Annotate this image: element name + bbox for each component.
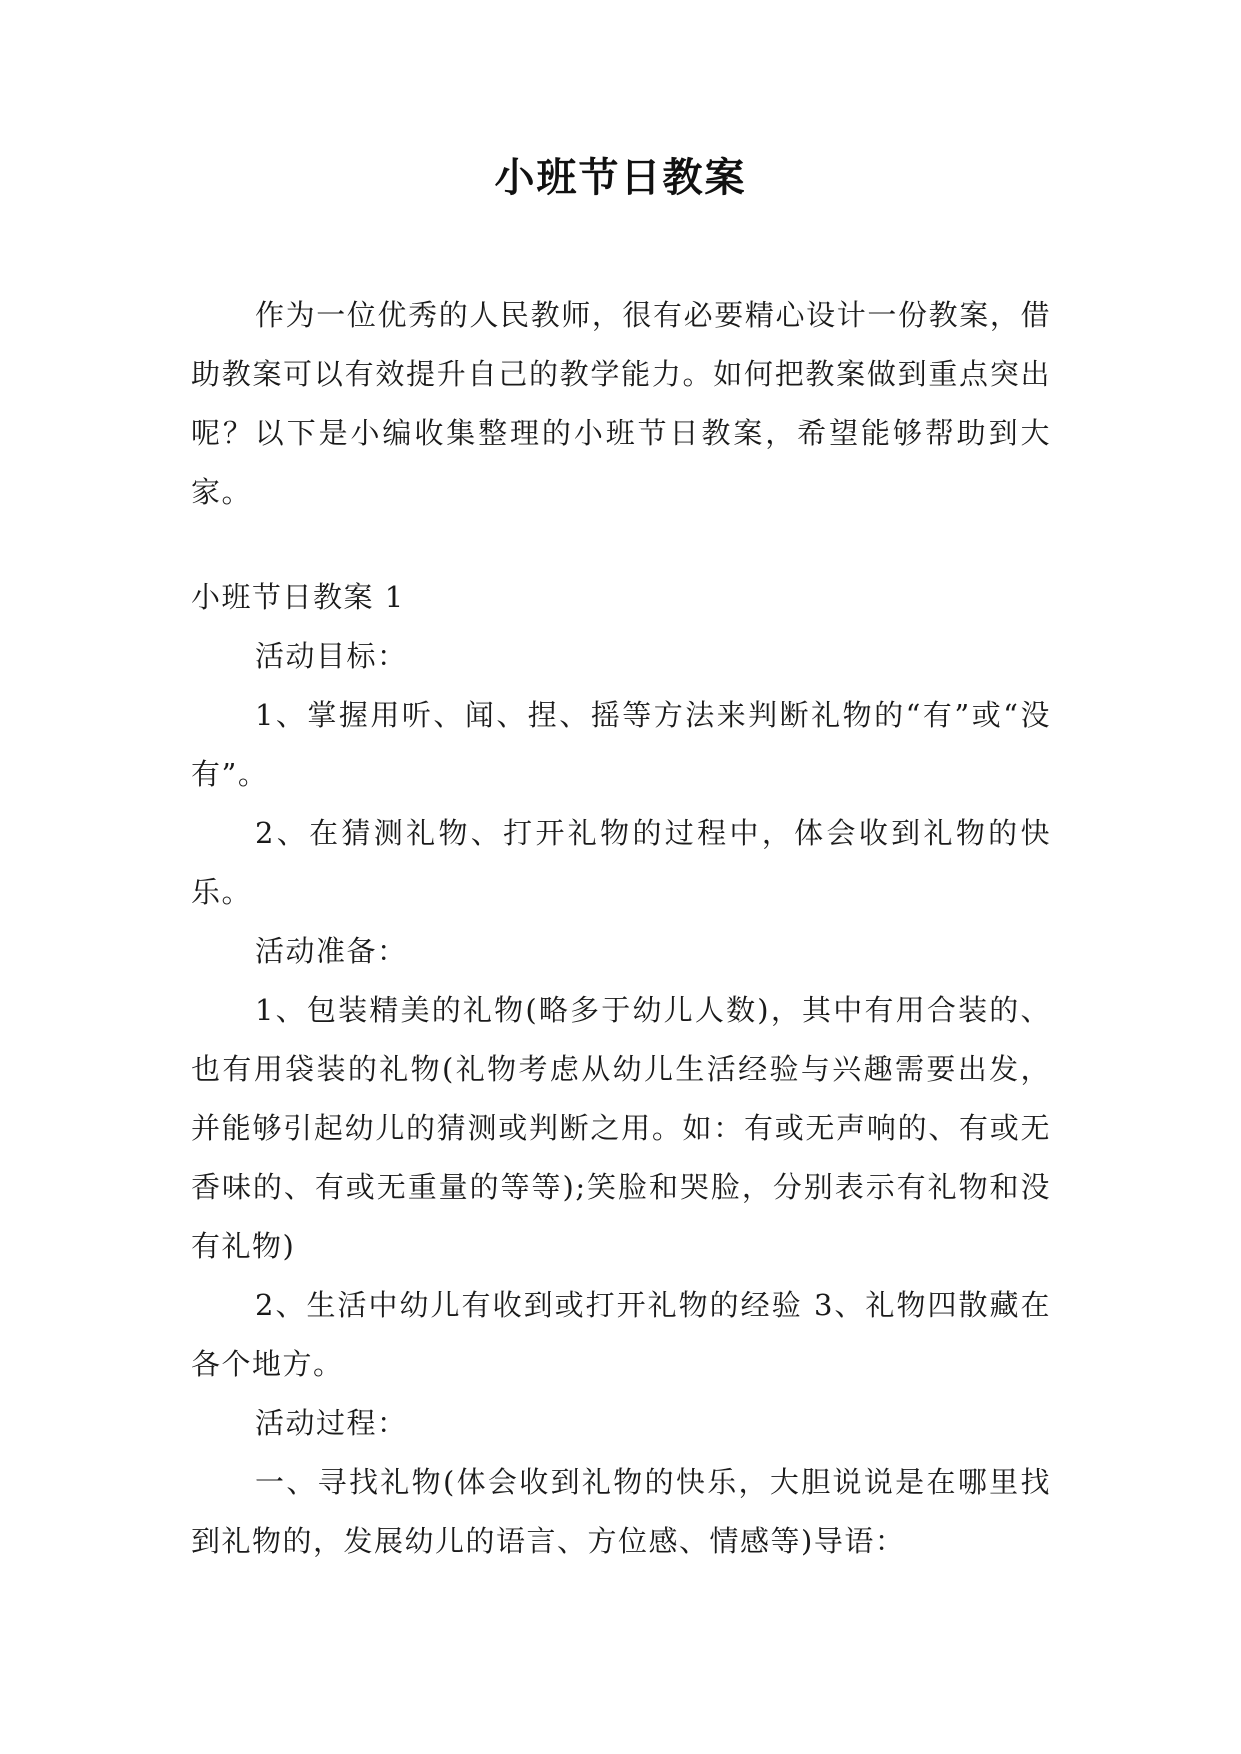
goal-item-1: 1、掌握用听、闻、捏、摇等方法来判断礼物的“有”或“没有”。 (191, 698, 1051, 791)
page-title: 小班节日教案 (494, 154, 747, 201)
goal-item-2: 2、在猜测礼物、打开礼物的过程中，体会收到礼物的快乐。 (191, 816, 1051, 909)
intro-paragraph: 作为一位优秀的人民教师，很有必要精心设计一份教案，借助教案可以有效提升自己的教学能力。如何把教案做到重点突出呢？以下是小编收集整理的小班节日教案，希望能够帮助到大家。 (191, 298, 1051, 509)
preparation-item-1: 1、包装精美的礼物(略多于幼儿人数)，其中有用合装的、也有用袋装的礼物(礼物考虑从幼儿生活经验与兴趣需要出发，并能够引起幼儿的猜测或判断之用。如：有或无声响的、有或无香味的、有或无重量的等等);笑脸和哭脸，分别表示有礼物和没有礼物) (191, 993, 1051, 1263)
process-step-1: 一、寻找礼物(体会收到礼物的快乐，大胆说说是在哪里找到礼物的，发展幼儿的语言、方位感、情感等)导语： (191, 1465, 1051, 1558)
heading-activity-goals: 活动目标： (255, 639, 408, 673)
heading-activity-process: 活动过程： (255, 1406, 408, 1440)
document-body (191, 286, 1051, 1571)
section-heading: 小班节日教案 1 (191, 580, 405, 614)
preparation-item-2: 2、生活中幼儿有收到或打开礼物的经验 3、礼物四散藏在各个地方。 (191, 1288, 1051, 1381)
heading-activity-preparation: 活动准备： (255, 934, 408, 968)
